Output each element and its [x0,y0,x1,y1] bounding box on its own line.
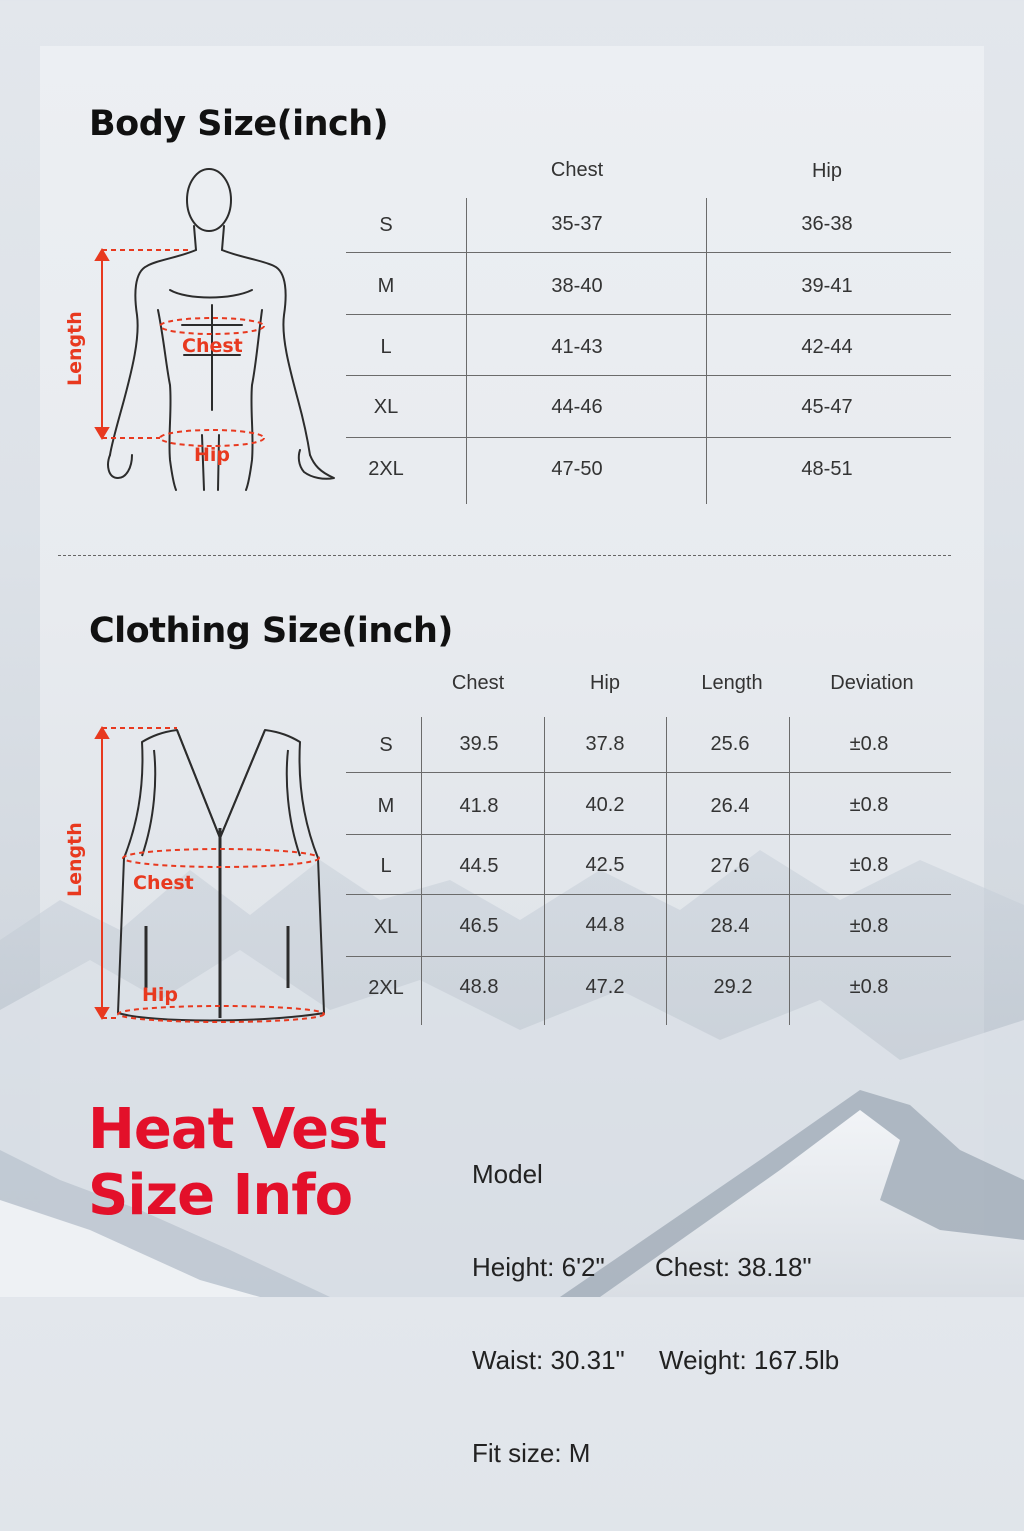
deviation-cell: ±0.8 [849,915,889,937]
hip-cell: 37.8 [585,733,625,755]
clothing-size-title: Clothing Size(inch) [89,611,453,651]
chest-cell: 35-37 [551,213,603,235]
heat-vest-title [88,1097,386,1229]
chest-cell: 41.8 [459,795,499,817]
size-cell: S [379,734,393,756]
chest-cell: 48.8 [459,976,499,998]
model-fit-size: Fit size: M [472,1438,591,1468]
body-header-chest: Chest [550,159,604,181]
vest-hip-label: Hip [142,984,179,1006]
hip-cell: 47.2 [585,976,625,998]
length-cell: 27.6 [710,855,750,877]
model-chest: Chest: 38.18" [655,1252,812,1282]
clothing-header-deviation: Deviation [830,672,914,694]
size-cell: XL [373,396,399,418]
clothing-header-length: Length [701,672,763,694]
body-hip-label: Hip [194,444,231,466]
chest-cell: 47-50 [551,458,603,480]
size-cell: L [380,855,392,877]
hip-cell: 44.8 [585,914,625,936]
length-cell: 28.4 [710,915,750,937]
body-header-hip: Hip [811,160,842,182]
size-cell: XL [373,916,399,938]
clothing-header-chest: Chest [451,672,505,694]
chest-cell: 41-43 [551,336,603,358]
size-cell: 2XL [368,977,404,999]
chest-cell: 38-40 [551,275,603,297]
model-heading: Model [472,1159,543,1189]
clothing-header-hip: Hip [589,672,620,694]
body-size-title: Body Size(inch) [89,104,389,144]
length-cell: 29.2 [713,976,753,998]
vest-figure-illustration [62,718,342,1028]
length-cell: 25.6 [710,733,750,755]
hip-cell: 48-51 [801,458,853,480]
hip-cell: 42.5 [585,854,625,876]
hip-cell: 45-47 [801,396,853,418]
vest-chest-label: Chest [133,872,194,894]
size-cell: L [380,336,392,358]
chest-cell: 46.5 [459,915,499,937]
section-divider [58,555,951,556]
hip-cell: 39-41 [801,275,853,297]
title-line-1: Heat Vest [88,1097,387,1162]
deviation-cell: ±0.8 [849,976,889,998]
vest-length-label: Length [64,822,86,897]
chest-cell: 39.5 [459,733,499,755]
title-line-2: Size Info [88,1163,353,1228]
chest-cell: 44.5 [459,855,499,877]
model-waist: Waist: 30.31" [472,1345,625,1375]
size-cell: S [379,214,393,236]
deviation-cell: ±0.8 [849,794,889,816]
body-chest-label: Chest [182,335,243,357]
body-length-label: Length [64,311,86,386]
model-weight: Weight: 167.5lb [659,1345,840,1375]
hip-cell: 40.2 [585,794,625,816]
model-info [472,1097,840,1531]
hip-cell: 36-38 [801,213,853,235]
deviation-cell: ±0.8 [849,733,889,755]
size-cell: 2XL [368,458,404,480]
size-cell: M [377,795,395,817]
deviation-cell: ±0.8 [849,854,889,876]
model-height: Height: 6'2" [472,1252,605,1282]
hip-cell: 42-44 [801,336,853,358]
size-cell: M [377,275,395,297]
length-cell: 26.4 [710,795,750,817]
chest-cell: 44-46 [551,396,603,418]
